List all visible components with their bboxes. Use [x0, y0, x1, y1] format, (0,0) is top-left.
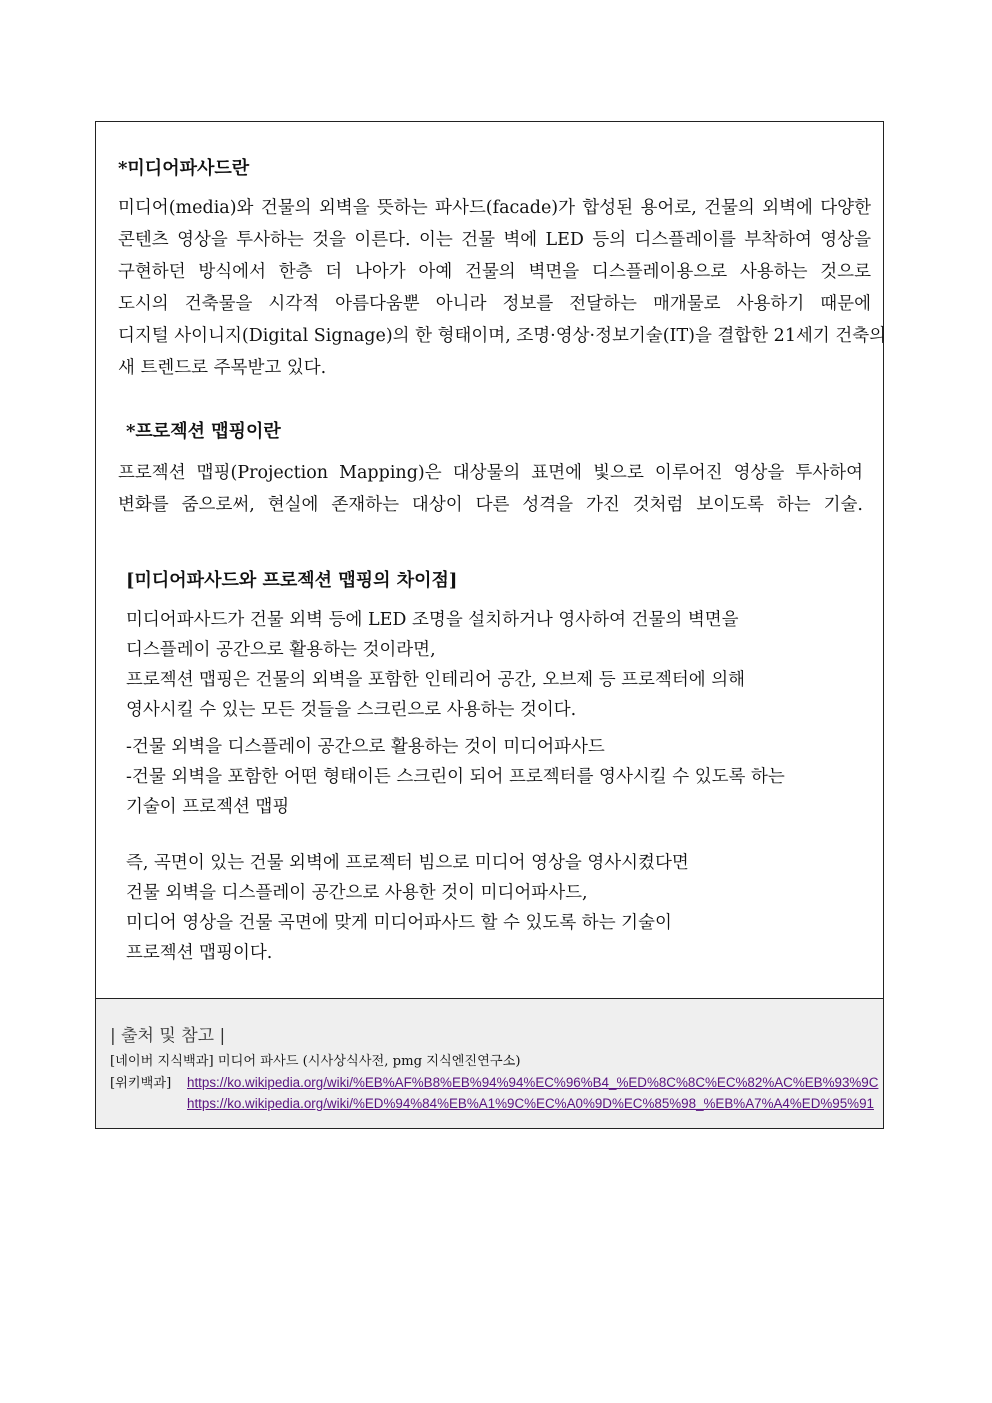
paragraph-line: 프로젝션 맵핑이다. — [126, 943, 273, 963]
section-heading-projection-mapping: *프로젝션 맵핑이란 — [126, 421, 281, 442]
paragraph-line: 도시의 건축물을 시각적 아름다움뿐 아니라 정보를 전달하는 매개물로 사용하기 때문에 — [118, 294, 871, 314]
difference-intro-paragraph — [126, 605, 866, 725]
bullet-line: -건물 외벽을 포함한 어떤 형태이든 스크린이 되어 프로젝터를 영사시킬 수 있도록 하는 — [126, 767, 785, 787]
sources-footer — [96, 998, 883, 1128]
bullet-line: -건물 외벽을 디스플레이 공간으로 활용하는 것이 미디어파사드 — [126, 737, 605, 757]
paragraph-line: 영사시킬 수 있는 모든 것들을 스크린으로 사용하는 것이다. — [126, 700, 577, 720]
difference-bullet-list — [126, 732, 866, 822]
media-facade-paragraph — [118, 192, 887, 384]
paragraph-line: 구현하던 방식에서 한층 더 나아가 아예 건물의 벽면을 디스플레이용으로 사용하는 것으로 — [118, 262, 871, 282]
sources-title: | 출처 및 참고 | — [110, 1026, 226, 1046]
paragraph-line: 즉, 곡면이 있는 건물 외벽에 프로젝터 빔으로 미디어 영상을 영사시켰다면 — [126, 853, 689, 873]
naver-reference: [네이버 지식백과] 미디어 파사드 (시사상식사전, pmg 지식엔진연구소) — [110, 1054, 521, 1069]
paragraph-line: 프로젝션 맵핑은 건물의 외벽을 포함한 인테리어 공간, 오브제 등 프로젝터에 의해 — [126, 670, 746, 690]
paragraph-line: 미디어 영상을 건물 곡면에 맞게 미디어파사드 할 수 있도록 하는 기술이 — [126, 913, 672, 933]
wiki-link-projection-mapping[interactable]: https://ko.wikipedia.org/wiki/%ED%94%84%EB%A1%9C%EC%A0%9D%EC%85%98_%EB%A7%A4%ED%95%91 — [187, 1096, 874, 1111]
wiki-reference-2 — [187, 1096, 874, 1113]
wiki-reference — [110, 1075, 878, 1092]
conclusion-paragraph — [126, 848, 866, 968]
info-box — [95, 121, 887, 1129]
section-heading-difference: [미디어파사드와 프로젝션 맵핑의 차이점] — [126, 570, 458, 591]
paragraph-line: 디스플레이 공간으로 활용하는 것이라면, — [126, 640, 436, 660]
section-heading-media-facade: *미디어파사드란 — [118, 158, 250, 179]
paragraph-line: 건물 외벽을 디스플레이 공간으로 사용한 것이 미디어파사드, — [126, 883, 588, 903]
paragraph-line: 미디어파사드가 건물 외벽 등에 LED 조명을 설치하거나 영사하여 건물의 벽면을 — [126, 610, 739, 630]
paragraph-line: 변화를 줌으로써, 현실에 존재하는 대상이 다른 성격을 가진 것처럼 보이도록 하는 기술. — [118, 495, 863, 515]
wiki-link-media-facade[interactable]: https://ko.wikipedia.org/wiki/%EB%AF%B8%EB%94%94%EC%96%B4_%ED%8C%8C%EC%82%AC%EB%93%9C — [187, 1075, 879, 1090]
paragraph-line: 새 트렌드로 주목받고 있다. — [118, 358, 327, 378]
paragraph-line: 프로젝션 맵핑(Projection Mapping)은 대상물의 표면에 빛으로 이루어진 영상을 투사하여 — [118, 463, 863, 483]
projection-mapping-paragraph — [118, 457, 863, 521]
main-content — [96, 122, 887, 998]
paragraph-line: 디지털 사이니지(Digital Signage)의 한 형태이며, 조명·영상·정보기술(IT)을 결합한 21세기 건축의 — [118, 326, 887, 346]
paragraph-line: 콘텐츠 영상을 투사하는 것을 이른다. 이는 건물 벽에 LED 등의 디스플레이를 부착하여 영상을 — [118, 230, 871, 250]
paragraph-line: 미디어(media)와 건물의 외벽을 뜻하는 파사드(facade)가 합성된 용어로, 건물의 외벽에 다양한 — [118, 198, 871, 218]
wiki-label: [위키백과] — [110, 1076, 172, 1091]
bullet-line: 기술이 프로젝션 맵핑 — [126, 797, 290, 817]
